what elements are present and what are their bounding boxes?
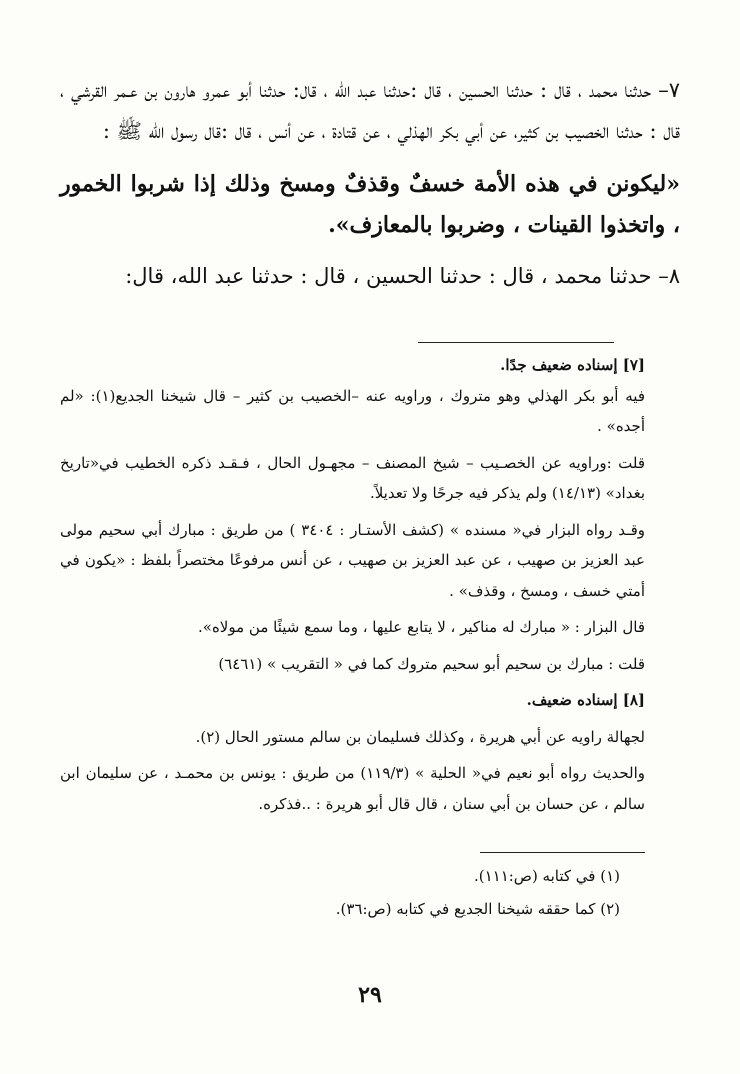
note-8-heading: [٨] إسناده ضعيف. (526, 691, 645, 709)
hadith-8-chain: ٨– حدثنا محمد ، قال : حدثنا الحسين ، قال : حدثنا عبد الله، قال: (125, 264, 680, 288)
notes-divider (418, 342, 614, 343)
footnotes (60, 860, 620, 926)
hadith-7-text: «ليكونن في هذه الأمة خسفٌ وقذفٌ ومسخ وذلك إذا شربوا الخمور ، واتخذوا القينات ، وضربوا بالمعازف». (60, 171, 680, 238)
footnote-2: (٢) كما حققه شيخنا الجديع في كتابه (ص:٣٦). (335, 900, 620, 918)
note-paragraph: لجهالة راويه عن أبي هريرة ، وكذلك فسليمان بن سالم مستور الحال (٢). (195, 727, 645, 746)
note-paragraph: قلت :وراويه عن الخصـيب – شيخ المصنف – مجهـول الحال ، فـقـد ذكره الخطيب في«تاريخ بغداد» (١٤/١٣) ولم يذكر فيه جرحًا ولا تعديلاً. (60, 453, 645, 502)
footnote-divider (480, 852, 645, 853)
note-7-heading: [٧] إسناده ضعيف جدًا. (500, 356, 645, 374)
hadith-7-chain: ٧– حدثنا محمد ، قال : حدثنا الحسين ، قال :حدثنا عبد الله ، قال: حدثنا أبو عمرو هارون بن عـمر القرشي ، قال : حدثنا الخصيب بن كثير، عن أبي بكر الهذلي ، عن قتادة ، عن أنس ، قال :قال رسول الله ﷺ : (60, 78, 680, 143)
page-number: ٢٩ (358, 982, 382, 1008)
note-paragraph: والحديث رواه أبو نعيم في« الحلية » (١١٩/٣) من طريق : يونس بن محمـد ، عن سليمان ابن سالم ، عن حسان بن أبي سنان ، قال قال أبو هريرة : ..فذكره. (60, 764, 646, 813)
commentary-notes (60, 350, 645, 819)
note-paragraph: قلت : مبارك بن سحيم أبو سحيم متروك كما في « التقريب » (٦٤٦١) (218, 654, 645, 673)
footnote-1: (١) في كتابه (ص:١١١). (473, 867, 620, 885)
note-paragraph: فيه أبو بكر الهذلي وهو متروك ، وراويه عنه –الخصيب بن كثير – قال شيخنا الجديع(١): «لم أجده» . (60, 386, 645, 435)
note-paragraph: وقـد رواه البزار في« مسنده » (كشف الأستـار : ٣٤٠٤ ) من طريق : مبارك أبي سحيم مولى عبد العزيز بن صهيب ، عن عبد العزيز بن صهيب ، عن أنس مرفوعًا مختصراً بلفظ : «يكون في أمتي خسف ، ومسخ ، وقذف» . (60, 520, 645, 600)
note-paragraph: قال البزار : « مبارك له مناكير ، لا يتابع عليها ، وما سمع شيئًا من مولاه». (198, 618, 645, 636)
main-text (60, 70, 680, 297)
